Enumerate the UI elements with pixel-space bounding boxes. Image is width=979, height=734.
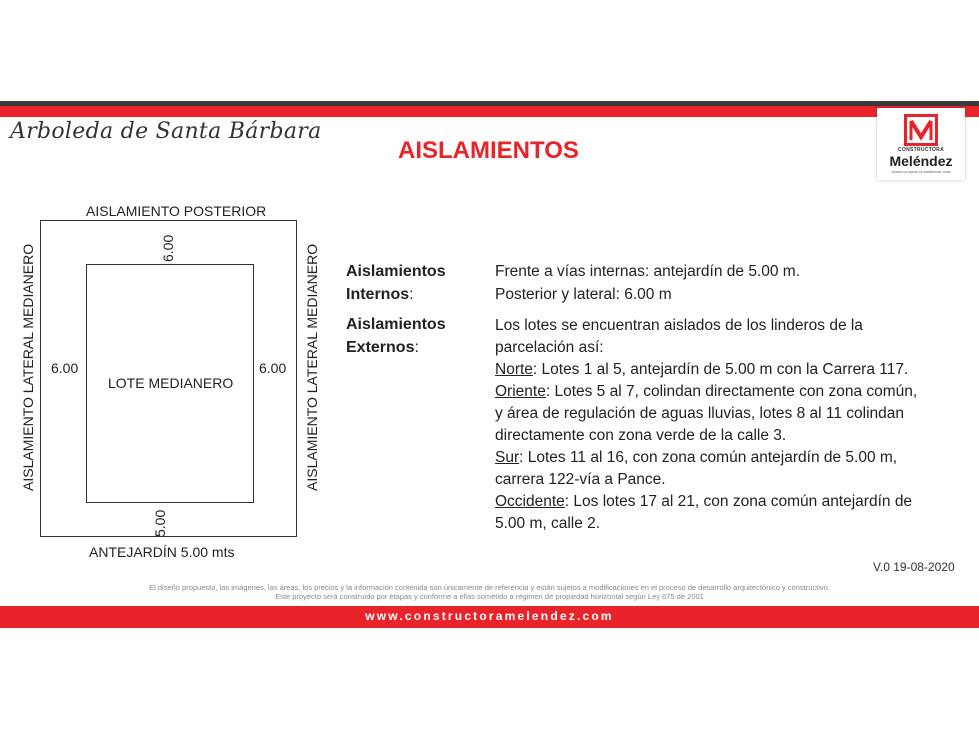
- logo-name: Meléndez: [889, 153, 953, 169]
- internos-label-1: Aislamientos: [346, 263, 446, 280]
- externos-oriente-2: y área de regulación de aguas lluvias, lotes 8 al 11 colindan: [495, 405, 905, 422]
- externos-intro-2: parcelación así:: [495, 339, 604, 356]
- externos-intro-1: Los lotes se encuentran aislados de los linderos de la: [495, 317, 863, 334]
- externos-occidente: Occidente: Los lotes 17 al 21, con zona común antejardín de: [495, 493, 913, 510]
- logo-subtitle: CONSTRUCTORA: [897, 147, 944, 153]
- diagram-bottom-label: ANTEJARDÍN 5.00 mts: [89, 544, 235, 560]
- externos-norte: Norte: Lotes 1 al 5, antejardín de 5.00 m con la Carrera 117.: [495, 361, 909, 378]
- internos-label-2: Internos:: [346, 286, 414, 303]
- internos-line-1: Frente a vías internas: antejardín de 5.00 m.: [495, 263, 801, 280]
- version-label: V.0 19-08-2020: [873, 560, 955, 574]
- dim-top: 6.00: [160, 234, 176, 262]
- disclaimer-line-1: El diseño propuesto, las imágenes, las áreas, los precios y la información contenida son únicamente de referencia y están sujetos a modificaciones en el proceso de desarrollo arquitectónico y constructivo.: [149, 583, 830, 592]
- disclaimer-line-2: Este proyecto será construido por etapas y conforme a ellas sometido a régimen de propiedad horizontal según Ley 675 de 2001: [275, 592, 704, 601]
- diagram-right-label: AISLAMIENTO LATERAL MEDIANERO: [304, 243, 320, 491]
- diagram-top-label: AISLAMIENTO POSTERIOR: [86, 203, 267, 219]
- diagram-left-label: AISLAMIENTO LATERAL MEDIANERO: [20, 243, 36, 491]
- externos-oriente: Oriente: Lotes 5 al 7, colindan directamente con zona común,: [495, 383, 918, 400]
- externos-oriente-3: directamente con zona verde de la calle 3.: [495, 427, 787, 444]
- externos-occidente-2: 5.00 m, calle 2.: [495, 515, 601, 532]
- top-red-bar: [0, 106, 979, 117]
- dim-left: 6.00: [51, 360, 79, 376]
- dim-right: 6.00: [259, 360, 287, 376]
- company-logo: [877, 108, 965, 180]
- logo-m-icon: [904, 114, 938, 146]
- externos-label-2: Externos:: [346, 339, 419, 356]
- page-title: AISLAMIENTOS: [398, 137, 579, 164]
- lot-label: LOTE MEDIANERO: [108, 375, 234, 391]
- project-name: Arboleda de Santa Bárbara: [10, 119, 322, 144]
- logo-tagline: Nuestro proyecto es transformar vidas: [891, 170, 951, 174]
- internos-line-2: Posterior y lateral: 6.00 m: [495, 286, 672, 303]
- website-link[interactable]: www.constructoramelendez.com: [365, 609, 614, 623]
- externos-label-1: Aislamientos: [346, 316, 446, 333]
- dim-bottom: 5.00: [152, 509, 168, 537]
- externos-sur-2: carrera 122-vía a Pance.: [495, 471, 666, 488]
- externos-sur: Sur: Lotes 11 al 16, con zona común antejardín de 5.00 m,: [495, 449, 898, 466]
